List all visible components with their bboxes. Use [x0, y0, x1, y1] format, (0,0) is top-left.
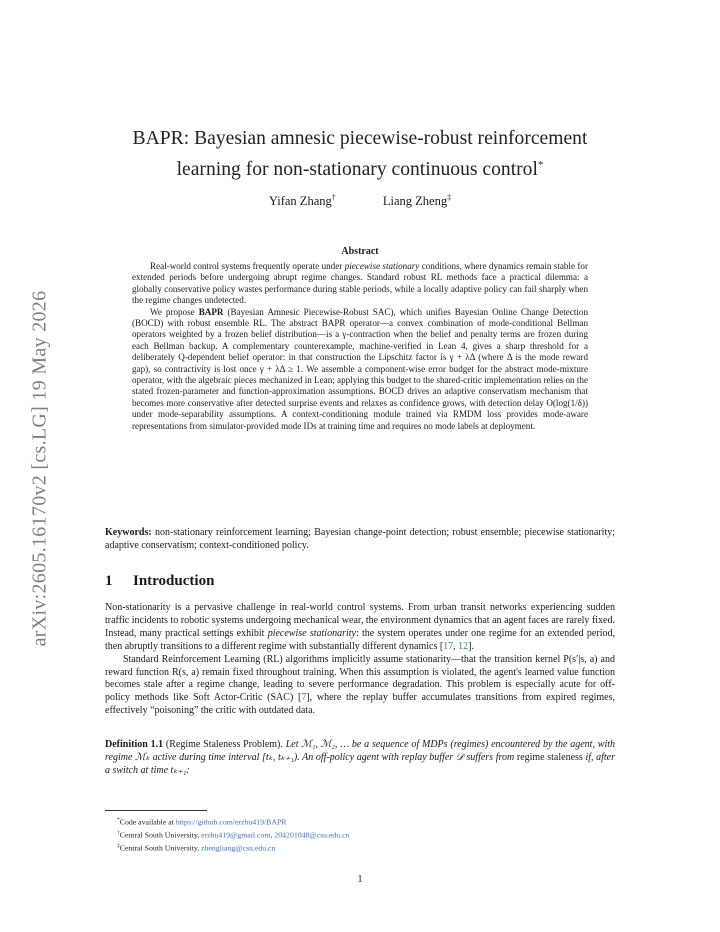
- section-number: 1: [105, 573, 113, 589]
- paper-title: [105, 126, 615, 183]
- arxiv-identifier: [22, 258, 58, 678]
- definition-block: Definition 1.1 (Regime Staleness Problem). Let ℳ₁, ℳ₂, … be a sequence of MDPs (regimes) encountered by the agent, with regime ℳₖ active during time interval [tₖ, tₖ₊₁). An off-policy agent with replay buffer 𝒟 suffers from regime staleness if, after a switch at time tₖ₊₁:: [105, 739, 616, 776]
- footnotes: [117, 815, 615, 854]
- title-line-2: learning for non-stationary continuous control*: [176, 159, 544, 180]
- author: Liang Zheng‡: [382, 193, 452, 209]
- section-heading: [105, 573, 214, 590]
- footnote-author-1: †Central South University, erzhu419@gmail.com, 204201048@csu.edu.cn: [117, 830, 350, 840]
- citation-link[interactable]: 7: [301, 692, 307, 704]
- page-number: 1: [357, 874, 363, 885]
- definition-label: Definition 1.1: [105, 739, 164, 750]
- abstract-paragraph-2: We propose BAPR (Bayesian Amnesic Piecewise-Robust SAC), which unifies Bayesian Online Change Detection (BOCD) with robust ensemble RL. The abstract BAPR operator—a convex combination of mode-conditional Bellman operators weighted by a frozen belief distribution—is a γ-contraction when the belief and penalty terms are frozen during each Bellman backup. A complementary counterexample, machine-verified in Lean 4, gives a sharp threshold for a deliberately Q-dependent belief operator: in that construction the Lipschitz factor is γ + λΔ (where Δ is the mode reward gap), so contractivity is lost once γ + λΔ ≥ 1. We assemble a component-wise error budget for the abstract mode-mixture operator, with the algebraic pieces mechanized in Lean; applying this budget to the shared-critic implementation relies on the stated frozen-parameter and function-approximation assumptions. BOCD drives an adaptive conservatism mechanism that becomes more conservative after detected surprise events and relaxes as confidence grows, with detection delay O(log(1/δ)) under mode-separability assumptions. A context-conditioning module trained via RMDM loss provides mode-aware representations from simulator-provided mode IDs at training time and requires no mode labels at deployment.: [132, 306, 588, 431]
- section-title: Introduction: [133, 573, 215, 589]
- title-footnote-mark: *: [537, 159, 544, 171]
- email-link[interactable]: 204201048@csu.edu.cn: [274, 830, 350, 840]
- citation-link[interactable]: 12: [458, 640, 469, 652]
- email-link[interactable]: zhengliang@csu.edu.cn: [201, 843, 276, 853]
- email-link[interactable]: erzhu419@gmail.com: [201, 830, 271, 840]
- title-line-1: BAPR: Bayesian amnesic piecewise-robust reinforcement: [132, 128, 588, 149]
- author-list: [105, 193, 615, 209]
- arxiv-id-text: arXiv:2605.16170v2 [cs.LG] 19 May 2026: [28, 290, 51, 646]
- abstract-body: [132, 261, 588, 432]
- author: Yifan Zhang†: [268, 193, 336, 209]
- footnote-rule: [105, 810, 207, 811]
- abstract-heading: Abstract: [341, 246, 379, 257]
- keywords: Keywords: non-stationary reinforcement learning; Bayesian change-point detection; robust ensemble; piecewise stationarity; adaptive conservatism; context-conditioned policy.: [105, 527, 615, 551]
- abstract-paragraph-1: Real-world control systems frequently operate under piecewise stationary conditions, where dynamics remain stable for extended periods before undergoing abrupt regime changes. Standard robust RL methods face a practical dilemma: a globally conservative policy wastes performance during stable periods, while a locally adaptive policy can fail sharply when the regime changes undetected.: [132, 261, 588, 306]
- footnote-code: *Code available at https://github.com/erzhu419/BAPR: [117, 817, 287, 827]
- keywords-label: Keywords:: [105, 527, 152, 538]
- code-link[interactable]: https://github.com/erzhu419/BAPR: [175, 817, 287, 827]
- intro-paragraph-2: Standard Reinforcement Learning (RL) algorithms implicitly assume stationarity—that the transition kernel P(s′|s, a) and reward function R(s, a) remain fixed throughout training. When this assumption is violated, the agent's learned value function becomes stale after a regime change, leading to severe performance degradation. This problem is especially acute for off-policy methods like Soft Actor-Critic (SAC) [7], where the replay buffer accumulates transitions from expired regimes, effectively “poisoning” the critic with outdated data.: [105, 653, 615, 717]
- citation-link[interactable]: 17: [443, 640, 454, 652]
- footnote-author-2: ‡Central South University, zhengliang@csu.edu.cn: [117, 843, 276, 853]
- intro-paragraph-1: Non-stationarity is a pervasive challenge in real-world control systems. From urban transit networks experiencing sudden traffic incidents to robotic systems undergoing mechanical wear, the environment dynamics that an agent faces are rarely fixed. Instead, many practical settings exhibit piecewise stationarity: the system operates under one regime for an extended period, then abruptly transitions to a different regime with substantially different dynamics [17, 12].: [105, 602, 615, 652]
- introduction-body: [105, 602, 615, 718]
